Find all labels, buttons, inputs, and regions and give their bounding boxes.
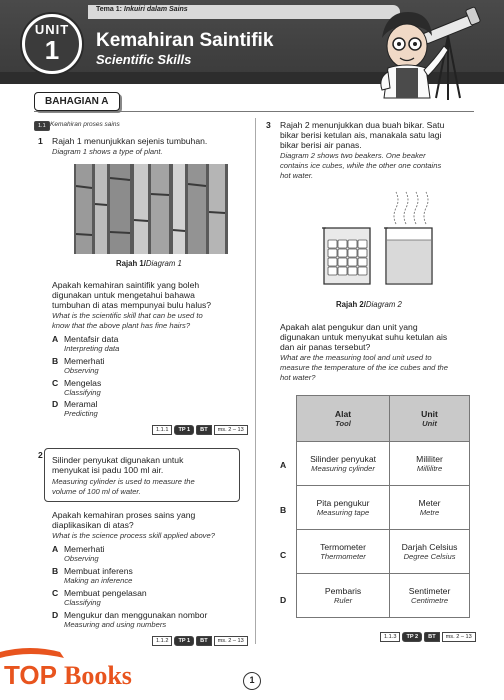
q1-question-en-1: What is the scientific skill that can be used to — [52, 311, 203, 320]
option-text-en: Measuring and using numbers — [64, 620, 167, 629]
q2-number: 2 — [38, 450, 43, 460]
theme-label — [96, 6, 188, 13]
ref-bt: BT — [196, 425, 211, 435]
telescope-icon — [422, 7, 481, 100]
q3-question-ms-2: digunakan untuk menyukat suhu ketulan ais — [280, 332, 448, 342]
topbooks-watermark — [0, 634, 150, 698]
standard-label: Kemahiran proses sains — [50, 121, 120, 128]
q2-question-ms-2: diaplikasikan di atas? — [52, 520, 134, 530]
header-en: Tool — [335, 419, 351, 428]
option-text-ms: Membuat inferens — [64, 566, 133, 576]
option-text-en: Predicting — [64, 409, 98, 418]
option-text-en: Interpreting data — [64, 344, 120, 353]
table-row[interactable] — [297, 574, 470, 618]
unit-word: UNIT — [34, 22, 70, 37]
option-letter: A — [52, 544, 59, 554]
q1-question-en-2: know that the above plant has fine hairs? — [52, 321, 191, 330]
q1-caption — [116, 259, 182, 268]
unit-ms: Mililiter — [416, 453, 443, 464]
tool-ms: Pita pengukur — [316, 497, 370, 508]
q1-prompt-ms: Rajah 1 menunjukkan sejenis tumbuhan. — [52, 136, 208, 146]
unit-cell — [390, 486, 470, 530]
q3-question-en-3: hot water? — [280, 373, 316, 382]
q1-question-ms-2: digunakan untuk mengetahui bahawa — [52, 290, 195, 300]
q2-box-ms-1: Silinder penyukat digunakan untuk — [52, 455, 184, 465]
theme-name: Inkuiri dalam Sains — [123, 6, 188, 13]
unit-ms: Darjah Celsius — [401, 541, 458, 552]
q1-caption-ms: Rajah 1/ — [116, 259, 146, 268]
tool-ms: Silinder penyukat — [310, 453, 376, 464]
ref-tp: TP 1 — [174, 636, 194, 646]
table-header-unit — [390, 396, 470, 442]
option-text-en: Observing — [64, 366, 99, 375]
q3-prompt-ms-2: bikar berisi ketulan ais, manakala satu lagi — [280, 130, 442, 140]
ref-tp: TP 2 — [402, 632, 422, 642]
q2-question-en-1: What is the science process skill applied above? — [52, 531, 215, 540]
unit-en: Degree Celsius — [403, 552, 456, 561]
q3-references — [380, 632, 478, 641]
scientist-kid-illustration — [374, 2, 484, 104]
q1-references — [152, 425, 250, 434]
tool-ms: Termometer — [320, 541, 366, 552]
watermark-books: Books — [64, 661, 132, 690]
option-letter: C — [52, 378, 59, 388]
option-letter: B — [52, 566, 59, 576]
ref-code: 1.1.2 — [152, 636, 172, 646]
option-text-ms: Meramal — [64, 399, 98, 409]
option-text-ms: Mentafsir data — [64, 334, 119, 344]
tool-en: Measuring cylinder — [311, 464, 375, 473]
theme-prefix: Tema 1: — [96, 6, 122, 13]
watermark-swoosh — [0, 648, 64, 658]
q3-question-en-1: What are the measuring tool and unit used to — [280, 353, 432, 362]
header-ms: Unit — [421, 408, 438, 419]
unit-badge — [22, 14, 82, 74]
option-letter: A — [52, 334, 59, 344]
q3-question-ms-1: Apakah alat pengukur dan unit yang — [280, 322, 418, 332]
tool-en: Ruler — [333, 596, 353, 605]
hot-water-beaker-icon — [384, 228, 432, 284]
unit-cell — [390, 442, 470, 486]
option-text-ms: Memerhati — [64, 544, 105, 554]
unit-ms: Meter — [418, 497, 441, 508]
page-number: 1 — [243, 672, 261, 690]
option-text-en: Classifying — [64, 388, 101, 397]
option-text-ms: Mengukur dan menggunakan nombor — [64, 610, 208, 620]
q1-caption-en: Diagram 1 — [145, 259, 182, 268]
ref-bt: BT — [196, 636, 211, 646]
q3-row-letter-c: C — [280, 550, 287, 560]
ref-pages: ms. 2 – 13 — [214, 425, 248, 435]
option-letter: C — [52, 588, 59, 598]
ice-beaker-icon — [322, 228, 370, 284]
ref-tp: TP 1 — [174, 425, 194, 435]
q3-row-letter-a: A — [280, 460, 287, 470]
unit-ms: Sentimeter — [408, 585, 451, 596]
q3-row-letter-d: D — [280, 595, 287, 605]
q3-prompt-ms-3: bikar berisi air panas. — [280, 140, 362, 150]
q2-box-en-1: Measuring cylinder is used to measure the — [52, 477, 195, 486]
q3-number: 3 — [266, 120, 271, 130]
unit-cell — [390, 574, 470, 618]
unit-en: Centimetre — [410, 596, 449, 605]
standard-code: 1.1 — [34, 121, 50, 131]
q3-options-table — [296, 395, 470, 618]
unit-title-ms: Kemahiran Saintifik — [96, 30, 274, 51]
q2-question-ms-1: Apakah kemahiran proses sains yang — [52, 510, 196, 520]
option-text-en: Observing — [64, 554, 99, 563]
table-row[interactable] — [297, 442, 470, 486]
q3-prompt-en-3: hot water. — [280, 171, 314, 180]
table-header-tool — [297, 396, 390, 442]
unit-title-en: Scientific Skills — [96, 52, 192, 67]
section-rule — [34, 111, 474, 112]
unit-en: Metre — [419, 508, 440, 517]
q3-row-letter-b: B — [280, 505, 287, 515]
option-text-ms: Memerhati — [64, 356, 105, 366]
unit-number: 1 — [44, 35, 60, 65]
tool-en: Thermometer — [320, 552, 366, 561]
table-header-row — [297, 396, 470, 442]
section-label: BAHAGIAN A — [34, 92, 120, 111]
q3-question-en-2: measure the temperature of the ice cubes and the — [280, 363, 449, 372]
table-row[interactable] — [297, 530, 470, 574]
plant-photo — [74, 164, 228, 254]
tool-en: Measuring tape — [316, 508, 370, 517]
unit-cell — [390, 530, 470, 574]
tool-cell — [297, 442, 390, 486]
ref-code: 1.1.1 — [152, 425, 172, 435]
beakers-diagram — [320, 190, 440, 290]
option-text-ms: Membuat pengelasan — [64, 588, 147, 598]
tool-ms: Pembaris — [324, 585, 362, 596]
option-letter: D — [52, 610, 59, 620]
option-text-ms: Mengelas — [64, 378, 102, 388]
tool-cell — [297, 530, 390, 574]
column-divider — [255, 118, 256, 644]
option-text-en: Making an inference — [64, 576, 133, 585]
q1-number: 1 — [38, 136, 43, 146]
q3-caption — [336, 300, 402, 309]
ref-pages: ms. 2 – 13 — [442, 632, 476, 642]
table-row[interactable] — [297, 486, 470, 530]
option-text-en: Classifying — [64, 598, 101, 607]
q3-prompt-en-2: contains ice cubes, while the other one contains — [280, 161, 442, 170]
watermark-top: TOP — [4, 660, 57, 690]
q3-prompt-ms-1: Rajah 2 menunjukkan dua buah bikar. Satu — [280, 120, 445, 130]
tool-cell — [297, 486, 390, 530]
q1-question-ms-1: Apakah kemahiran saintifik yang boleh — [52, 280, 200, 290]
ref-bt: BT — [424, 632, 439, 642]
q3-prompt-en-1: Diagram 2 shows two beakers. One beaker — [280, 151, 426, 160]
header-en: Unit — [422, 419, 437, 428]
q3-caption-ms: Rajah 2/ — [336, 300, 366, 309]
q3-question-ms-3: dan air panas tersebut? — [280, 342, 371, 352]
ref-code: 1.1.3 — [380, 632, 400, 642]
header-ms: Alat — [334, 408, 352, 419]
q2-box-ms-2: menyukat isi padu 100 ml air. — [52, 465, 164, 475]
q2-box-en-2: volume of 100 ml of water. — [52, 487, 141, 496]
option-letter: B — [52, 356, 59, 366]
q3-caption-en: Diagram 2 — [365, 300, 402, 309]
unit-en: Millilitre — [416, 464, 443, 473]
q2-references — [152, 636, 250, 645]
ref-pages: ms. 2 – 13 — [214, 636, 248, 646]
steam-icon — [394, 192, 428, 224]
tool-cell — [297, 574, 390, 618]
q1-prompt-en: Diagram 1 shows a type of plant. — [52, 147, 163, 156]
q1-question-ms-3: tumbuhan di atas mempunyai bulu halus? — [52, 300, 212, 310]
option-letter: D — [52, 399, 59, 409]
